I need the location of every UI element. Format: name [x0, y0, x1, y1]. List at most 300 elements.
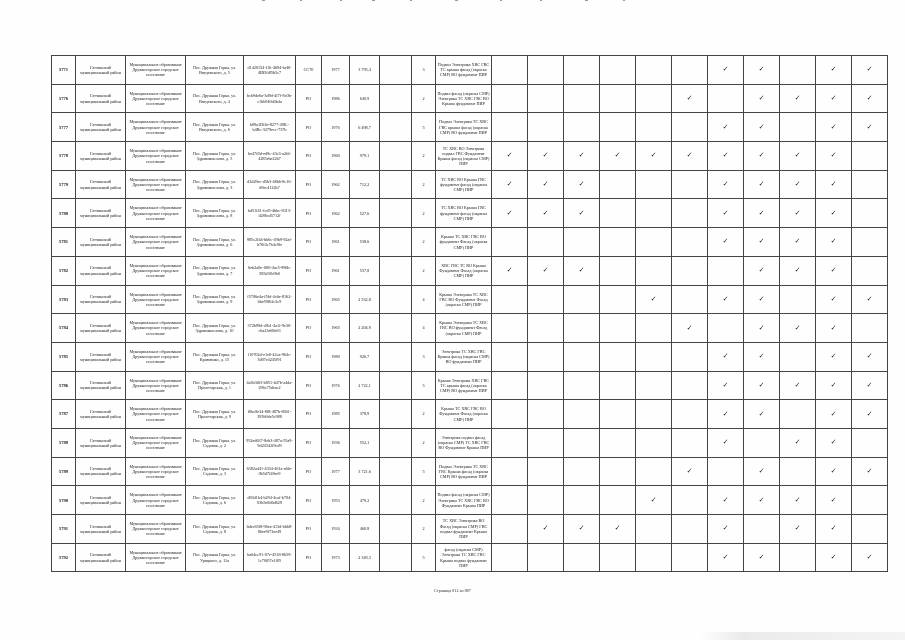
cell-num: 5783: [52, 285, 76, 314]
cell-floors: 5: [412, 371, 436, 400]
check-cell: [816, 400, 852, 429]
check-cell: [780, 142, 816, 171]
check-cell: [780, 256, 816, 285]
cell-floors: 2: [412, 400, 436, 429]
check-cell: [816, 428, 852, 457]
cell-address: Пос. Дружная Горка, ул. Введенского, д. 6: [186, 113, 244, 142]
cell-works: Подвал Электрика ТС ХВС ГВС Крыша фасад (окраска СМР) ВО фундамент ПИР: [436, 457, 492, 486]
checkmark-icon: ✓: [758, 294, 765, 303]
checkmark-icon: ✓: [722, 352, 729, 361]
checkmark-icon: ✓: [650, 294, 657, 303]
check-cell: [600, 486, 636, 515]
check-cell: [780, 371, 816, 400]
empty-cell: [380, 142, 412, 171]
check-cell: [780, 515, 816, 544]
cell-num: 5778: [52, 142, 76, 171]
check-cell: [564, 84, 600, 113]
cell-num: 5791: [52, 515, 76, 544]
check-cell: [600, 228, 636, 257]
cell-address: Пос. Дружная Горка, ул. Кравченко, д. 15: [186, 342, 244, 371]
check-cell: [780, 285, 816, 314]
check-cell: [672, 314, 708, 343]
cell-settlement: Муниципальное образование Дружногорское городское поселение: [126, 428, 186, 457]
table-row: [52, 199, 888, 228]
check-cell: [528, 486, 564, 515]
cell-address: Пос. Дружная Горка, ул. Здравомыслова, д. 7: [186, 256, 244, 285]
check-cell: [564, 543, 600, 572]
checkmark-icon: ✓: [830, 495, 837, 504]
check-cell: [852, 543, 888, 572]
checkmark-icon: ✓: [830, 438, 837, 447]
check-cell: [564, 457, 600, 486]
check-cell: [816, 314, 852, 343]
table-row: [52, 486, 888, 515]
check-cell: [672, 428, 708, 457]
cell-id: ba64cc91-07e-4518-8b59-1c70f07e1f05: [244, 543, 296, 572]
check-cell: [492, 170, 528, 199]
cell-area: 2 532,8: [350, 285, 380, 314]
check-cell: [672, 199, 708, 228]
check-cell: [672, 543, 708, 572]
table-row: [52, 400, 888, 429]
table-body: [52, 56, 888, 572]
checkmark-icon: ✓: [866, 352, 873, 361]
cell-num: 5776: [52, 84, 76, 113]
check-cell: [852, 256, 888, 285]
check-cell: [708, 371, 744, 400]
cell-area: 640,9: [350, 84, 380, 113]
scan-edge: [700, 632, 905, 640]
check-cell: [672, 342, 708, 371]
cell-area: 460,8: [350, 515, 380, 544]
cell-district: Гатчинский муниципальный район: [76, 142, 126, 171]
checkmark-icon: ✓: [578, 208, 585, 217]
cell-code: РО: [296, 228, 322, 257]
cell-address: Пос. Дружная Горка, ул. Введенского, д. 4: [186, 84, 244, 113]
cell-id: b09a1Df4e-8277-49IL-b4Bc-3279ecc-737b: [244, 113, 296, 142]
check-cell: [528, 84, 564, 113]
check-cell: [708, 543, 744, 572]
check-cell: [852, 199, 888, 228]
cell-works: ТС ХВС ВО Электрика подвал ГВС Фундамент Крыша фасад (окраска СМР) ПИР: [436, 142, 492, 171]
cell-code: РО: [296, 170, 322, 199]
cell-area: 527,6: [350, 199, 380, 228]
check-cell: [636, 142, 672, 171]
cell-works: ТС ХВС ВО Крыша ГВС фундамент фасад (окраска СМР) ПИР: [436, 170, 492, 199]
check-cell: [672, 515, 708, 544]
check-cell: [564, 486, 600, 515]
checkmark-icon: ✓: [722, 524, 729, 533]
cell-settlement: Муниципальное образование Дружногорское городское поселение: [126, 457, 186, 486]
checkmark-icon: ✓: [758, 94, 765, 103]
cell-settlement: Муниципальное образование Дружногорское городское поселение: [126, 170, 186, 199]
check-cell: [528, 515, 564, 544]
checkmark-icon: ✓: [758, 409, 765, 418]
cell-num: 5781: [52, 228, 76, 257]
check-cell: [492, 256, 528, 285]
cell-id: bcb9de6a-3d9d-4f7f-8c0b-c1bb940d4b4a: [244, 84, 296, 113]
check-cell: [780, 170, 816, 199]
check-cell: [744, 170, 780, 199]
check-cell: [600, 256, 636, 285]
cell-num: 5786: [52, 371, 76, 400]
cell-floors: 3: [412, 56, 436, 85]
table-row: [52, 543, 888, 572]
cell-district: Гатчинский муниципальный район: [76, 457, 126, 486]
cell-code: РО: [296, 142, 322, 171]
table-row: [52, 314, 888, 343]
check-cell: [744, 515, 780, 544]
cell-district: Гатчинский муниципальный район: [76, 515, 126, 544]
cell-address: Пос. Дружная Горка, ул. Садовая, д. 6: [186, 486, 244, 515]
check-cell: [528, 228, 564, 257]
check-cell: [780, 428, 816, 457]
cell-district: Гатчинский муниципальный район: [76, 486, 126, 515]
check-cell: [636, 170, 672, 199]
check-cell: [492, 84, 528, 113]
checkmark-icon: ✓: [830, 553, 837, 562]
cell-works: Крыша Электрика ТС ХВС ГВС ВО Фундамент Фасад (окраска СМР) ПИР: [436, 285, 492, 314]
empty-cell: [380, 228, 412, 257]
check-cell: [636, 314, 672, 343]
check-cell: [600, 285, 636, 314]
check-cell: [852, 400, 888, 429]
check-cell: [816, 486, 852, 515]
table-row: [52, 56, 888, 85]
checkmark-icon: ✓: [722, 151, 729, 160]
check-cell: [708, 400, 744, 429]
check-cell: [852, 142, 888, 171]
check-cell: [852, 56, 888, 85]
check-cell: [564, 256, 600, 285]
check-cell: [636, 486, 672, 515]
cell-area: 926,7: [350, 342, 380, 371]
cell-district: Гатчинский муниципальный район: [76, 256, 126, 285]
check-cell: [636, 515, 672, 544]
check-cell: [492, 371, 528, 400]
cell-works: Подвал Электрика ХВС ГВС ТС крыша фасад (окраска СМР) ВО фундамент ПИР: [436, 56, 492, 85]
checkmark-icon: ✓: [866, 65, 873, 74]
checkmark-icon: ✓: [722, 122, 729, 131]
check-cell: [780, 113, 816, 142]
checkmark-icon: ✓: [614, 151, 621, 160]
check-cell: [708, 515, 744, 544]
check-cell: [636, 228, 672, 257]
checkmark-icon: ✓: [506, 266, 513, 275]
cell-floors: 2: [412, 228, 436, 257]
checkmark-icon: ✓: [758, 323, 765, 332]
table-row: [52, 515, 888, 544]
checkmark-icon: ✓: [758, 466, 765, 475]
cell-works: Крыша Электрика ТС ХВС ГВС ВО фундамент Фасад (окраска СМР) ПИР: [436, 314, 492, 343]
check-cell: [816, 285, 852, 314]
check-cell: [528, 113, 564, 142]
checkmark-icon: ✓: [722, 495, 729, 504]
cell-settlement: Муниципальное образование Дружногорское городское поселение: [126, 56, 186, 85]
check-cell: [528, 371, 564, 400]
check-cell: [708, 113, 744, 142]
checkmark-icon: ✓: [794, 380, 801, 389]
check-cell: [492, 113, 528, 142]
check-cell: [852, 228, 888, 257]
check-cell: [744, 199, 780, 228]
cell-address: Пос. Дружная Горка, ул. Введенского, д. 5: [186, 56, 244, 85]
checkmark-icon: ✓: [794, 180, 801, 189]
check-cell: [744, 228, 780, 257]
checkmark-icon: ✓: [722, 237, 729, 246]
checkmark-icon: ✓: [794, 438, 801, 447]
check-cell: [708, 142, 744, 171]
cell-num: 5771: [52, 56, 76, 85]
table-row: [52, 285, 888, 314]
checkmark-icon: ✓: [830, 266, 837, 275]
cell-code: РО: [296, 486, 322, 515]
cell-floors: 5: [412, 113, 436, 142]
cell-year: 1960: [322, 142, 350, 171]
checkmark-icon: ✓: [758, 65, 765, 74]
checkmark-icon: ✓: [506, 208, 513, 217]
cell-area: 479,2: [350, 486, 380, 515]
check-cell: [852, 515, 888, 544]
cell-id: be47f0d-ed9c-43c3-a2fd-4285ebe22b7: [244, 142, 296, 171]
checkmark-icon: ✓: [794, 266, 801, 275]
cell-floors: 2: [412, 515, 436, 544]
empty-cell: [380, 543, 412, 572]
housing-table: [51, 55, 888, 572]
cell-district: Гатчинский муниципальный район: [76, 314, 126, 343]
check-cell: [816, 199, 852, 228]
checkmark-icon: ✓: [686, 466, 693, 475]
cell-district: Гатчинский муниципальный район: [76, 113, 126, 142]
cell-settlement: Муниципальное образование Дружногорское городское поселение: [126, 285, 186, 314]
cell-district: Гатчинский муниципальный район: [76, 285, 126, 314]
check-cell: [492, 515, 528, 544]
checkmark-icon: ✓: [830, 180, 837, 189]
check-cell: [636, 543, 672, 572]
cell-id: f10702d-e1e0-42ca-964c-3d07e4245f91: [244, 342, 296, 371]
cell-works: ТС ХВС ВО Крыша ГВС фундамент фасад (окраска СМР) ПИР: [436, 199, 492, 228]
check-cell: [528, 199, 564, 228]
checkmark-icon: ✓: [578, 524, 585, 533]
cell-id: d1420154-f1li-4694-beI0-4IB5ft85b5c7: [244, 56, 296, 85]
check-cell: [708, 170, 744, 199]
cell-area: 979,1: [350, 142, 380, 171]
cell-address: Пос. Дружная Горка, ул. Здравомыслова, д. 8: [186, 199, 244, 228]
checkmark-icon: ✓: [722, 65, 729, 74]
check-cell: [600, 400, 636, 429]
cell-works: Крыша Электрика ХВС ГВС ТС крыша фасад (окраска СМР) ВО фундамент ПИР: [436, 371, 492, 400]
cell-num: 5785: [52, 342, 76, 371]
cell-works: Подвал Электрика ТС ХВС ГВС крыша фасад (окраска СМР) ВО фундамент ПИР: [436, 113, 492, 142]
empty-cell: [380, 457, 412, 486]
checkmark-icon: ✓: [758, 180, 765, 189]
check-cell: [672, 142, 708, 171]
check-cell: [744, 428, 780, 457]
check-cell: [528, 342, 564, 371]
cell-year: 1986: [322, 84, 350, 113]
check-cell: [672, 84, 708, 113]
check-cell: [528, 314, 564, 343]
check-cell: [852, 285, 888, 314]
check-cell: [816, 457, 852, 486]
cell-num: 5784: [52, 314, 76, 343]
checkmark-icon: ✓: [830, 237, 837, 246]
cell-year: 1985: [322, 400, 350, 429]
cell-id: 985c2f44-bb6c-49b9-92af-b70f4c7b4c9fe: [244, 228, 296, 257]
cell-year: 1962: [322, 199, 350, 228]
check-cell: [852, 457, 888, 486]
check-cell: [600, 314, 636, 343]
cell-floors: 2: [412, 256, 436, 285]
cell-floors: 4: [412, 314, 436, 343]
cell-address: Пос. Дружная Горка, ул. Садовая, д. 8: [186, 515, 244, 544]
cell-floors: 2: [412, 486, 436, 515]
cell-code: РО: [296, 457, 322, 486]
check-cell: [492, 56, 528, 85]
check-cell: [780, 84, 816, 113]
check-cell: [492, 457, 528, 486]
empty-cell: [380, 486, 412, 515]
cell-address: Пос. Дружная Горка, ул. Здравомыслова, д. 6: [186, 228, 244, 257]
cell-district: Гатчинский муниципальный район: [76, 170, 126, 199]
checkmark-icon: ✓: [830, 151, 837, 160]
cell-year: 1976: [322, 371, 350, 400]
check-cell: [600, 543, 636, 572]
empty-cell: [380, 199, 412, 228]
cell-district: Гатчинский муниципальный район: [76, 56, 126, 85]
cell-district: Гатчинский муниципальный район: [76, 400, 126, 429]
check-cell: [564, 371, 600, 400]
cell-area: 712,2: [350, 170, 380, 199]
table-row: [52, 142, 888, 171]
checkmark-icon: ✓: [758, 495, 765, 504]
cell-code: РО: [296, 256, 322, 285]
check-cell: [672, 371, 708, 400]
check-cell: [564, 342, 600, 371]
check-cell: [816, 84, 852, 113]
check-cell: [816, 256, 852, 285]
check-cell: [564, 400, 600, 429]
check-cell: [744, 543, 780, 572]
check-cell: [816, 515, 852, 544]
cell-settlement: Муниципальное образование Дружногорское городское поселение: [126, 314, 186, 343]
check-cell: [708, 256, 744, 285]
checkmark-icon: ✓: [830, 352, 837, 361]
cell-address: Пос. Дружная Горка, ул. Пролетарская, д. 1: [186, 371, 244, 400]
checkmark-icon: ✓: [830, 409, 837, 418]
checkmark-icon: ✓: [542, 180, 549, 189]
check-cell: [744, 342, 780, 371]
check-cell: [492, 400, 528, 429]
check-cell: [816, 113, 852, 142]
check-cell: [780, 543, 816, 572]
cell-address: Пос. Дружная Горка, ул. Пролетарская, д. 9: [186, 400, 244, 429]
cell-settlement: Муниципальное образование Дружногорское городское поселение: [126, 199, 186, 228]
checkmark-icon: ✓: [794, 323, 801, 332]
checkmark-icon: ✓: [866, 466, 873, 475]
cell-floors: 4: [412, 285, 436, 314]
checkmark-icon: ✓: [722, 180, 729, 189]
check-cell: [744, 142, 780, 171]
table-row: [52, 84, 888, 113]
checkmark-icon: ✓: [794, 524, 801, 533]
check-cell: [852, 342, 888, 371]
table-row: [52, 457, 888, 486]
check-cell: [708, 56, 744, 85]
empty-cell: [380, 113, 412, 142]
check-cell: [708, 457, 744, 486]
cell-id: f0bc8e34-8f8-487b-8041-395b9de5c988: [244, 400, 296, 429]
check-cell: [672, 256, 708, 285]
check-cell: [744, 56, 780, 85]
empty-cell: [380, 84, 412, 113]
check-cell: [636, 457, 672, 486]
check-cell: [672, 170, 708, 199]
checkmark-icon: ✓: [722, 380, 729, 389]
check-cell: [780, 56, 816, 85]
checkmark-icon: ✓: [758, 122, 765, 131]
check-cell: [816, 170, 852, 199]
check-cell: [636, 256, 672, 285]
empty-cell: [380, 56, 412, 85]
cell-settlement: Муниципальное образование Дружногорское городское поселение: [126, 113, 186, 142]
check-cell: [708, 199, 744, 228]
cell-works: фасад (окраска СМР) Электрика ТС ХВС ГВС Крыша подвал фундамент ПИР: [436, 543, 492, 572]
check-cell: [600, 428, 636, 457]
cell-floors: 3: [412, 342, 436, 371]
cell-year: 1973: [322, 543, 350, 572]
cell-settlement: Муниципальное образование Дружногорское городское поселение: [126, 400, 186, 429]
checkmark-icon: ✓: [758, 380, 765, 389]
checkmark-icon: ✓: [722, 294, 729, 303]
cell-id: d3d29ec-d5b3-48b6-8c16-d9ec4122b7: [244, 170, 296, 199]
cell-floors: 5: [412, 543, 436, 572]
check-cell: [528, 400, 564, 429]
checkmark-icon: ✓: [686, 94, 693, 103]
checkmark-icon: ✓: [722, 208, 729, 217]
checkmark-icon: ✓: [830, 94, 837, 103]
check-cell: [744, 486, 780, 515]
check-cell: [708, 486, 744, 515]
check-cell: [492, 199, 528, 228]
checkmark-icon: ✓: [830, 294, 837, 303]
cell-year: 1961: [322, 228, 350, 257]
cell-works: Электрика ТС ХВС ГВС Крыша фасад (окраска СМР) ВО фундамент ПИР: [436, 342, 492, 371]
check-cell: [564, 113, 600, 142]
check-cell: [816, 142, 852, 171]
cell-works: Электрика подвал фасад (окраска СМР) ТС ХВС ГВС ВО Фундамент Крыша ПИР: [436, 428, 492, 457]
cell-year: 1980: [322, 342, 350, 371]
table-row: [52, 371, 888, 400]
cell-floors: 2: [412, 84, 436, 113]
cell-num: 5789: [52, 457, 76, 486]
checkmark-icon: ✓: [794, 495, 801, 504]
check-cell: [564, 314, 600, 343]
cell-floors: 5: [412, 457, 436, 486]
check-cell: [636, 199, 672, 228]
empty-cell: [380, 428, 412, 457]
cell-works: Подвал фасад (окраска СМР) Электрика ТС ХВС ГВС ВО Крыша фундамент ПИР: [436, 84, 492, 113]
cell-num: 5787: [52, 400, 76, 429]
check-cell: [708, 228, 744, 257]
check-cell: [600, 457, 636, 486]
check-cell: [528, 142, 564, 171]
cell-address: Пос. Дружная Горка, ул. Садовая, д. 3: [186, 457, 244, 486]
cell-id: 4a3b3f65-b851-4d7b-a4da-296c75deac2: [244, 371, 296, 400]
cell-id: bdec65f8-96ea-413d-bbb8-86ee9f73ee49: [244, 515, 296, 544]
cell-code: РО: [296, 515, 322, 544]
check-cell: [816, 342, 852, 371]
